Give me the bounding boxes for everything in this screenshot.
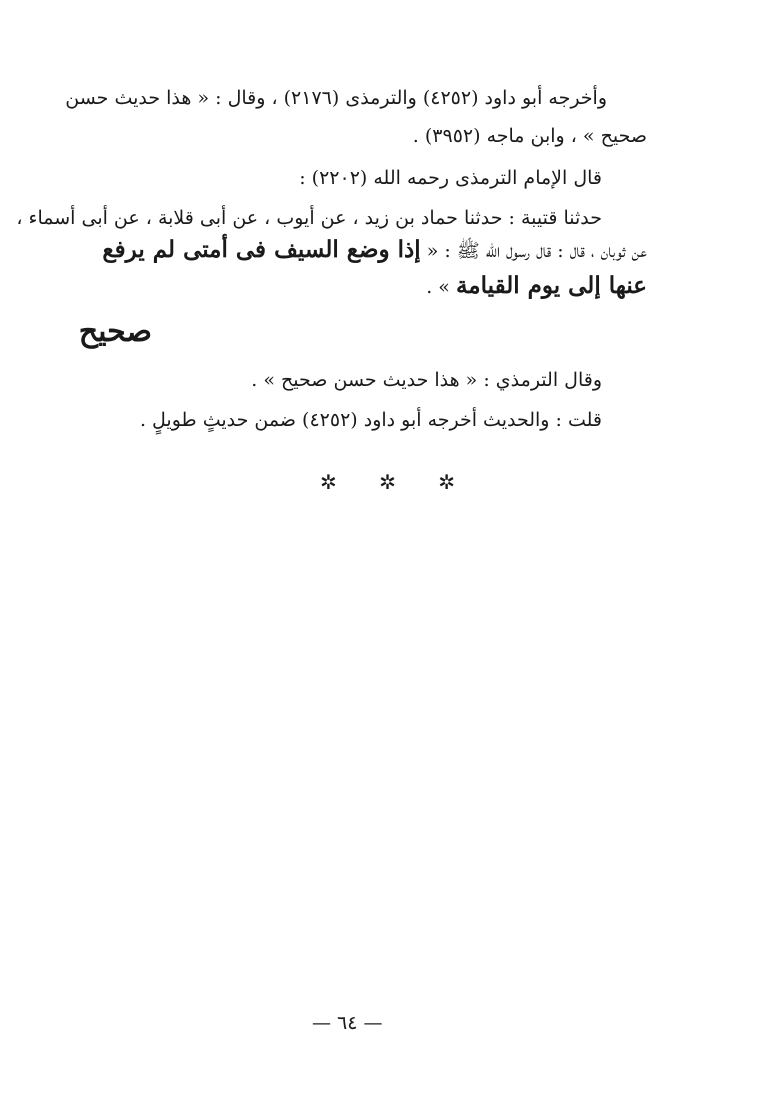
hadith-text-bold: إذا وضع السيف فى أمتى لم يرفع [102, 236, 421, 263]
paragraph-5-line-1: قلت : والحديث أخرجه أبو داود (٤٢٥٢) ضمن حديثٍ طويلٍ . [139, 409, 602, 431]
closing-quote: » . [426, 276, 450, 298]
paragraph-3-line-3 [426, 272, 647, 301]
grade-heading: صحيح [78, 314, 152, 349]
paragraph-3-line-2 [102, 236, 647, 265]
paragraph-1-line-1: وأخرجه أبو داود (٤٢٥٢) والترمذى (٢١٧٦) ، وقال : « هذا حديث حسن [65, 87, 607, 109]
hadith-text-bold-end: عنها إلى يوم القيامة [455, 272, 647, 299]
section-separator-stars: ✲ ✲ ✲ [320, 470, 473, 494]
paragraph-3-line-1: حدثنا قتيبة : حدثنا حماد بن زيد ، عن أيوب ، عن أبى قلابة ، عن أبى أسماء ، [16, 207, 602, 229]
paragraph-4-line-1: وقال الترمذي : « هذا حديث حسن صحيح » . [251, 369, 602, 391]
paragraph-1-line-2: صحيح » ، وابن ماجه (٣٩٥٢) . [412, 125, 647, 147]
paragraph-2-line-1: قال الإمام الترمذى رحمه الله (٢٢٠٢) : [299, 167, 602, 189]
page-number: — ٦٤ — [312, 1012, 383, 1034]
hadith-chain-text: عن ثوبان ، قال : قال رسول الله ﷺ : « [426, 240, 647, 262]
